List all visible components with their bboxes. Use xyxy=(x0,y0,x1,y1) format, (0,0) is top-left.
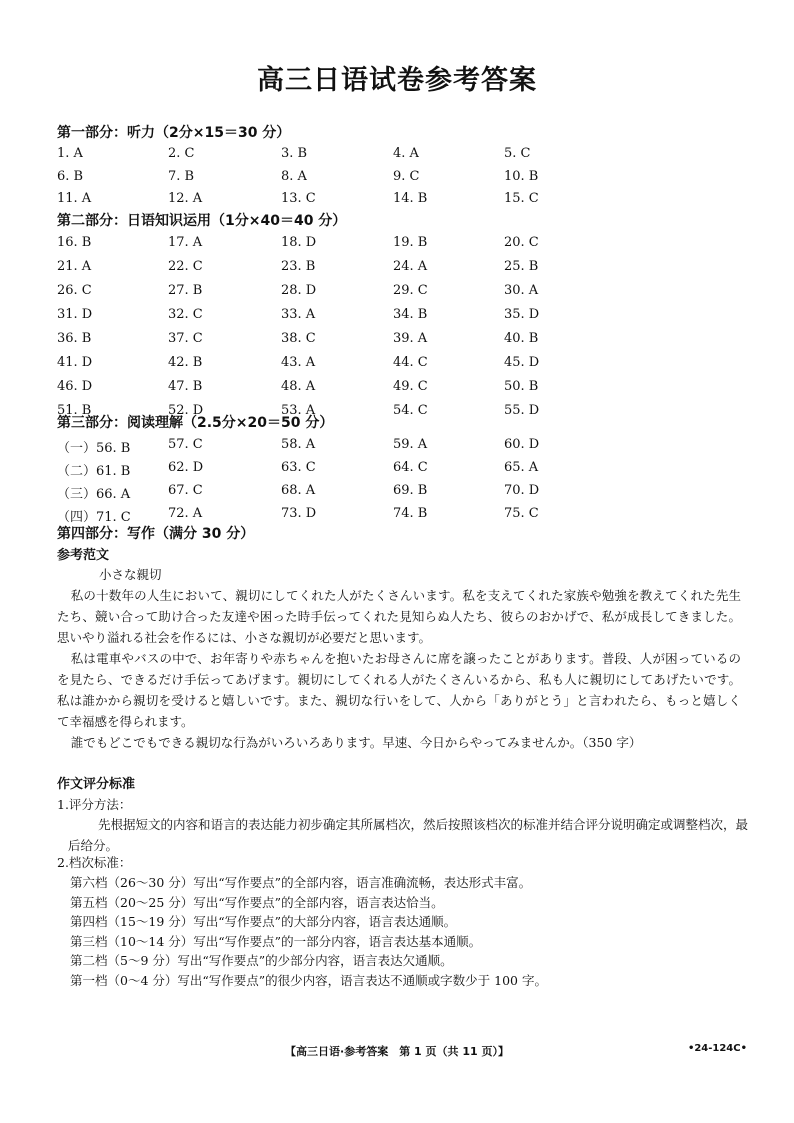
part1-row xyxy=(0,191,794,211)
answer-item: 7. B xyxy=(168,168,195,184)
part1-row xyxy=(0,146,794,166)
answer-item: 62. D xyxy=(168,460,204,475)
part3-row xyxy=(0,483,794,503)
answer-item: 48. A xyxy=(281,379,316,394)
answer-item: 10. B xyxy=(504,168,539,184)
essay-paragraph-3: 誰でもどこでもできる親切な行為がいろいろあります。早速、今日からやってみませんか。（350 字） xyxy=(70,735,642,750)
part2-row xyxy=(0,307,794,327)
grading-heading: 作文评分标准 xyxy=(57,777,136,792)
grading-level-line: 第五档（20～25 分）写出“写作要点”的全部内容，语言表达恰当。 xyxy=(70,894,444,910)
answer-item: 8. A xyxy=(281,168,307,184)
essay-paragraph-1: 私の十数年の人生において、親切にしてくれた人がたくさんいます。私を支えてくれた家族や勉強を教えてくれた先生たち、競い合って助け合った友達や困った時手伝ってくれた見知らぬ人たち、彼らのおかげで、私が成長してきました。思いやり溢れる社会を作るには、小さな親切が必要だと思います。 xyxy=(57,588,741,645)
part4-heading: 第四部分：写作（满分 30 分） xyxy=(57,526,255,542)
answer-item: 75. C xyxy=(504,506,539,521)
essay-paragraph-2: 私は電車やバスの中で、お年寄りや赤ちゃんを抱いたお母さんに席を譲ったことがあります。普段、人が困っているのを見たら、できるだけ手伝ってあげます。親切にしてくれる人がたくさんいるから、私も人に親切にしてあげたいです。私は誰かから親切を受けると嬉しいです。また、親切な行いをして、人から「ありがとう」と言われたら、もっと嬉しくて幸福感を得られます。 xyxy=(57,651,741,729)
grading-level-line: 第一档（0～4 分）写出“写作要点”的很少内容，语言表达不通顺或字数少于 100 字。 xyxy=(70,972,547,988)
part3-heading: 第三部分：阅读理解（2.5分×20＝50 分） xyxy=(57,415,334,431)
answer-item: 73. D xyxy=(281,506,317,521)
answer-item: 54. C xyxy=(393,403,428,418)
answer-item: 23. B xyxy=(281,259,316,274)
answer-item: 15. C xyxy=(504,191,539,206)
answer-item: 33. A xyxy=(281,307,316,322)
part3-row xyxy=(0,437,794,457)
answer-item: 41. D xyxy=(57,355,93,370)
answer-item: 25. B xyxy=(504,259,539,274)
answer-item: 35. D xyxy=(504,307,540,322)
part2-row xyxy=(0,283,794,303)
answer-item: 27. B xyxy=(168,283,203,298)
part2-row xyxy=(0,331,794,351)
answer-item: 55. D xyxy=(504,403,540,418)
answer-item: 58. A xyxy=(281,437,316,452)
answer-item: 40. B xyxy=(504,331,539,346)
answer-item: 69. B xyxy=(393,483,428,498)
answer-item: 74. B xyxy=(393,506,428,521)
answer-item: 53. A xyxy=(281,403,316,418)
grading-level-line: 第四档（15～19 分）写出“写作要点”的大部分内容，语言表达通顺。 xyxy=(70,914,457,929)
answer-item: 37. C xyxy=(168,331,203,346)
answer-item: 19. B xyxy=(393,235,428,250)
sample-essay-label: 参考范文 xyxy=(57,548,110,563)
part2-heading: 第二部分：日语知识运用（1分×40＝40 分） xyxy=(57,213,347,229)
answer-item: 60. D xyxy=(504,437,540,452)
grading-method-label: 1.评分方法： xyxy=(57,797,132,812)
answer-item: 14. B xyxy=(393,191,428,206)
grading-levels-label: 2.档次标准： xyxy=(57,855,132,870)
answer-item: （一）56. B xyxy=(57,441,131,456)
answer-item: （三）66. A xyxy=(57,487,131,502)
answer-item: 45. D xyxy=(504,355,540,370)
answer-item: 32. C xyxy=(168,307,203,322)
part2-row xyxy=(0,259,794,279)
answer-item: 44. C xyxy=(393,355,428,370)
answer-item: 50. B xyxy=(504,379,539,394)
part1-row xyxy=(0,169,794,189)
grading-method-text: 先根据短文的内容和语言的表达能力初步确定其所属档次，然后按照该档次的标准并结合评分说明确定或调整档次，最后给分。 xyxy=(68,817,749,853)
answer-item: 17. A xyxy=(168,235,203,250)
answer-item: 64. C xyxy=(393,460,428,475)
answer-item: 47. B xyxy=(168,379,203,394)
answer-item: 26. C xyxy=(57,283,92,298)
answer-item: 30. A xyxy=(504,283,539,298)
answer-item: 1. A xyxy=(57,146,83,161)
answer-item: 72. A xyxy=(168,506,203,521)
answer-item: 3. B xyxy=(281,146,308,161)
answer-item: 70. D xyxy=(504,483,540,498)
answer-item: 39. A xyxy=(393,331,428,346)
answer-item: 51. B xyxy=(57,403,92,418)
page-title: 高三日语试卷参考答案 xyxy=(257,65,537,96)
answer-item: 18. D xyxy=(281,235,317,250)
answer-item: 52. D xyxy=(168,403,204,418)
answer-item: 49. C xyxy=(393,379,428,394)
answer-item: 9. C xyxy=(393,168,420,184)
answer-item: 29. C xyxy=(393,283,428,298)
answer-item: 20. C xyxy=(504,235,539,250)
answer-item: 65. A xyxy=(504,460,539,475)
answer-item: 63. C xyxy=(281,460,316,475)
answer-item: 12. A xyxy=(168,191,203,206)
answer-item: 42. B xyxy=(168,355,203,370)
part3-row xyxy=(0,460,794,480)
answer-item: 11. A xyxy=(57,191,92,206)
answer-item: 46. D xyxy=(57,379,93,394)
answer-item: 16. B xyxy=(57,235,92,250)
answer-item: 57. C xyxy=(168,437,203,452)
grading-level-line: 第二档（5～9 分）写出“写作要点”的少部分内容，语言表达欠通顺。 xyxy=(70,953,453,968)
essay-title: 小さな親切 xyxy=(99,567,162,582)
answer-item: 68. A xyxy=(281,483,316,498)
answer-item: 4. A xyxy=(393,146,419,161)
answer-item: 38. C xyxy=(281,331,316,346)
answer-item: 2. C xyxy=(168,146,195,161)
part1-heading: 第一部分：听力（2分×15＝30 分） xyxy=(57,125,291,141)
answer-item: 24. A xyxy=(393,259,428,274)
answer-item: 59. A xyxy=(393,437,428,452)
answer-item: 22. C xyxy=(168,259,203,274)
answer-item: （四）71. C xyxy=(57,510,131,525)
answer-item: 28. D xyxy=(281,283,317,298)
answer-item: 6. B xyxy=(57,168,84,184)
part2-row xyxy=(0,355,794,375)
answer-item: 5. C xyxy=(504,146,531,161)
answer-item: 21. A xyxy=(57,259,92,274)
footer-page-info: 【高三日语·参考答案 第 1 页（共 11 页）】 xyxy=(285,1045,509,1058)
answer-item: 36. B xyxy=(57,331,92,346)
footer-code: •24-124C• xyxy=(687,1043,747,1054)
part2-row xyxy=(0,235,794,255)
answer-item: 67. C xyxy=(168,483,203,498)
answer-item: 31. D xyxy=(57,307,93,322)
answer-item: 13. C xyxy=(281,191,316,206)
answer-item: （二）61. B xyxy=(57,464,131,479)
answer-item: 43. A xyxy=(281,355,316,370)
answer-item: 34. B xyxy=(393,307,428,322)
part2-row xyxy=(0,379,794,399)
grading-level-line: 第六档（26～30 分）写出“写作要点”的全部内容，语言准确流畅，表达形式丰富。 xyxy=(70,875,532,890)
grading-level-line: 第三档（10～14 分）写出“写作要点”的一部分内容，语言表达基本通顺。 xyxy=(70,933,482,949)
